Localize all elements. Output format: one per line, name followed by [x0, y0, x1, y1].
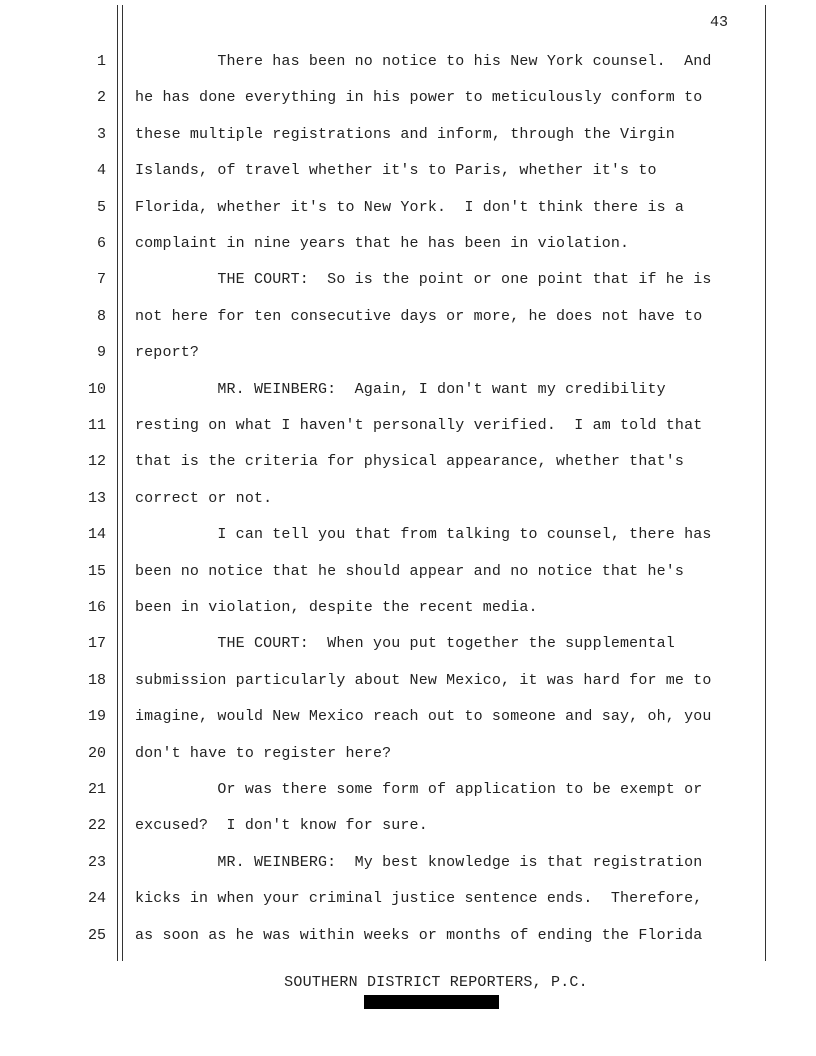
line-text: MR. WEINBERG: My best knowledge is that registration: [135, 853, 703, 871]
line-text: kicks in when your criminal justice sentence ends. Therefore,: [135, 890, 703, 908]
line-number: 3: [96, 125, 106, 143]
line-number: 22: [87, 817, 106, 835]
line-number: 23: [87, 853, 106, 871]
transcript-line: [0, 560, 816, 584]
transcript-line: [0, 123, 816, 147]
line-number: 24: [87, 890, 106, 908]
line-number: 1: [96, 53, 106, 70]
line-text: Islands, of travel whether it's to Paris, whether it's to: [135, 162, 657, 180]
line-text: THE COURT: So is the point or one point that if he is: [135, 271, 712, 289]
line-number: 5: [96, 198, 106, 216]
line-number: 19: [87, 708, 106, 726]
page-number: 43: [709, 14, 728, 31]
line-text: Florida, whether it's to New York. I don't think there is a: [135, 198, 685, 216]
line-text: been in violation, despite the recent media.: [135, 599, 538, 616]
transcript-line: [0, 268, 816, 292]
line-number: 21: [87, 781, 106, 798]
transcript-line: [0, 887, 816, 911]
line-number: 6: [96, 235, 106, 252]
line-number: 20: [87, 744, 106, 762]
line-number: 13: [87, 489, 106, 507]
footer-reporter: SOUTHERN DISTRICT REPORTERS, P.C.: [284, 974, 588, 991]
transcript-line: [0, 305, 816, 329]
transcript-line: [0, 742, 816, 766]
transcript-line: [0, 814, 816, 838]
line-number: 14: [87, 526, 106, 544]
line-text: he has done everything in his power to meticulously conform to: [135, 89, 703, 107]
line-text: MR. WEINBERG: Again, I don't want my credibility: [135, 380, 666, 398]
line-number: 4: [96, 162, 106, 180]
transcript-line: [0, 778, 816, 802]
line-number: 25: [87, 926, 106, 944]
line-text: complaint in nine years that he has been in violation.: [135, 235, 630, 252]
line-text: There has been no notice to his New York counsel. And: [135, 53, 712, 70]
transcript-line: [0, 669, 816, 693]
transcript-line: [0, 159, 816, 183]
line-text: as soon as he was within weeks or months of ending the Florida: [135, 926, 703, 944]
line-text: report?: [135, 344, 200, 362]
line-number: 11: [87, 417, 106, 434]
transcript-line: [0, 596, 816, 620]
transcript-line: [0, 378, 816, 402]
transcript-line: [0, 232, 816, 256]
line-text: submission particularly about New Mexico, it was hard for me to: [135, 671, 712, 689]
transcript-line: [0, 705, 816, 729]
transcript-line: [0, 341, 816, 365]
line-text: that is the criteria for physical appearance, whether that's: [135, 453, 685, 471]
line-number: 2: [96, 89, 106, 107]
line-text: I can tell you that from talking to counsel, there has: [135, 526, 712, 544]
transcript-line: [0, 50, 816, 74]
transcript-line: [0, 414, 816, 438]
transcript-line: [0, 924, 816, 948]
line-number: 9: [96, 344, 106, 362]
line-number: 17: [87, 635, 106, 653]
line-text: excused? I don't know for sure.: [135, 817, 428, 835]
line-text: imagine, would New Mexico reach out to someone and say, oh, you: [135, 708, 712, 726]
transcript-line: [0, 851, 816, 875]
line-text: not here for ten consecutive days or more, he does not have to: [135, 307, 703, 325]
transcript-line: [0, 523, 816, 547]
line-number: 12: [87, 453, 106, 471]
line-text: been no notice that he should appear and no notice that he's: [135, 562, 685, 580]
line-text: THE COURT: When you put together the supplemental: [135, 635, 675, 653]
line-number: 16: [87, 599, 106, 616]
transcript-line: [0, 487, 816, 511]
line-text: these multiple registrations and inform, through the Virgin: [135, 125, 675, 143]
line-text: correct or not.: [135, 489, 273, 507]
line-number: 15: [87, 562, 106, 580]
line-number: 18: [87, 671, 106, 689]
line-number: 10: [87, 380, 106, 398]
transcript-line: [0, 196, 816, 220]
line-text: Or was there some form of application to be exempt or: [135, 781, 703, 798]
line-number: 8: [96, 307, 106, 325]
line-text: don't have to register here?: [135, 744, 392, 762]
line-text: resting on what I haven't personally verified. I am told that: [135, 417, 703, 434]
transcript-line: [0, 450, 816, 474]
line-number: 7: [96, 271, 106, 289]
transcript-line: [0, 86, 816, 110]
transcript-line: [0, 632, 816, 656]
redaction-bar: [364, 995, 499, 1009]
